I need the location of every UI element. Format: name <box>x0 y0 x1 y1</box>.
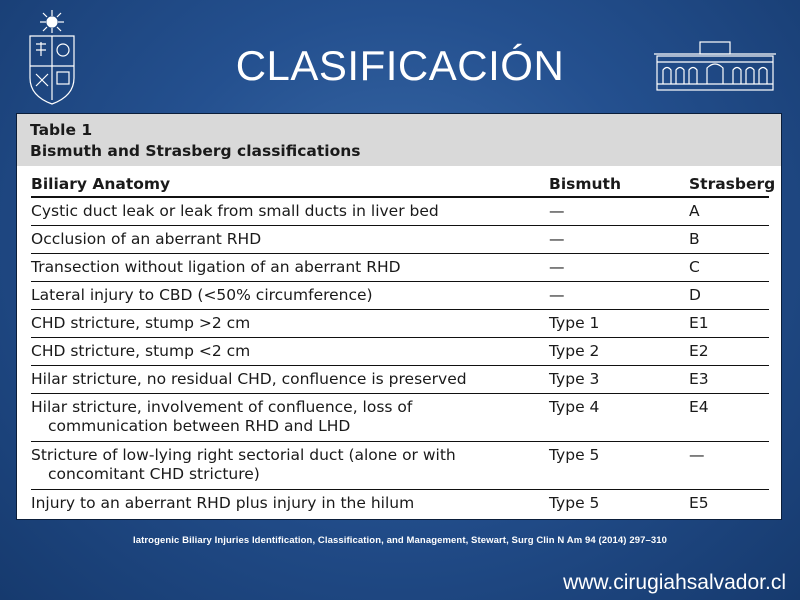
cell-anatomy-line1: Stricture of low-lying right sectorial duct (alone or with <box>31 446 456 464</box>
table-row <box>31 490 769 517</box>
table-row <box>31 366 769 394</box>
table-caption: Bismuth and Strasberg classifications <box>30 142 361 160</box>
table-row <box>31 338 769 366</box>
cell-anatomy: Cystic duct leak or leak from small ducts in liver bed <box>31 202 439 220</box>
citation-text: Iatrogenic Biliary Injuries Identification, Classification, and Management, Stewart, Surg Clin N Am 94 (2014) 297–310 <box>133 535 667 546</box>
column-header-strasberg: Strasberg <box>689 175 776 193</box>
table-row <box>31 394 769 442</box>
cell-anatomy <box>31 398 549 436</box>
table-row <box>31 226 769 254</box>
cell-bismuth: Type 5 <box>549 446 600 464</box>
cell-anatomy <box>31 446 549 484</box>
cell-strasberg: E1 <box>689 314 709 332</box>
cell-bismuth: — <box>549 230 565 248</box>
column-header-anatomy: Biliary Anatomy <box>31 175 171 193</box>
cell-strasberg: B <box>689 230 700 248</box>
table-grid <box>31 174 776 517</box>
cell-bismuth: Type 1 <box>549 314 600 332</box>
slide-title: CLASIFICACIÓN <box>235 42 565 89</box>
cell-bismuth: Type 4 <box>549 398 600 416</box>
cell-anatomy-line1: Hilar stricture, involvement of confluence, loss of <box>31 398 413 416</box>
cell-strasberg: E3 <box>689 370 709 388</box>
table-row <box>31 282 769 310</box>
cell-strasberg: E4 <box>689 398 709 416</box>
cell-anatomy: CHD stricture, stump >2 cm <box>31 314 251 332</box>
cell-anatomy-line2: concomitant CHD stricture) <box>48 465 260 483</box>
table-header-row <box>31 174 776 198</box>
cell-anatomy: Transection without ligation of an aberrant RHD <box>31 258 401 276</box>
cell-bismuth: — <box>549 202 565 220</box>
cell-anatomy: Injury to an aberrant RHD plus injury in the hilum <box>31 494 415 512</box>
hospital-building-icon <box>654 40 776 92</box>
cell-strasberg: E2 <box>689 342 709 360</box>
cell-bismuth: — <box>549 286 565 304</box>
table-row <box>31 310 769 338</box>
cell-bismuth: Type 2 <box>549 342 600 360</box>
column-header-bismuth: Bismuth <box>549 175 621 193</box>
cell-bismuth: — <box>549 258 565 276</box>
cell-anatomy: Occlusion of an aberrant RHD <box>31 230 262 248</box>
table-row <box>31 254 769 282</box>
cell-anatomy: Hilar stricture, no residual CHD, confluence is preserved <box>31 370 467 388</box>
cell-anatomy: CHD stricture, stump <2 cm <box>31 342 251 360</box>
table-label: Table 1 <box>30 121 93 139</box>
table-row <box>31 198 769 226</box>
classification-table <box>16 113 782 520</box>
cell-strasberg: — <box>689 446 705 464</box>
table-caption-block <box>17 114 781 166</box>
cell-anatomy: Lateral injury to CBD (<50% circumference) <box>31 286 373 304</box>
website-url: www.cirugiahsalvador.cl <box>563 571 786 594</box>
cell-strasberg: D <box>689 286 701 304</box>
cell-strasberg: E5 <box>689 494 709 512</box>
cell-strasberg: C <box>689 258 700 276</box>
cell-bismuth: Type 3 <box>549 370 600 388</box>
table-row <box>31 442 769 490</box>
cell-strasberg: A <box>689 202 700 220</box>
cell-anatomy-line2: communication between RHD and LHD <box>48 417 351 435</box>
cell-bismuth: Type 5 <box>549 494 600 512</box>
